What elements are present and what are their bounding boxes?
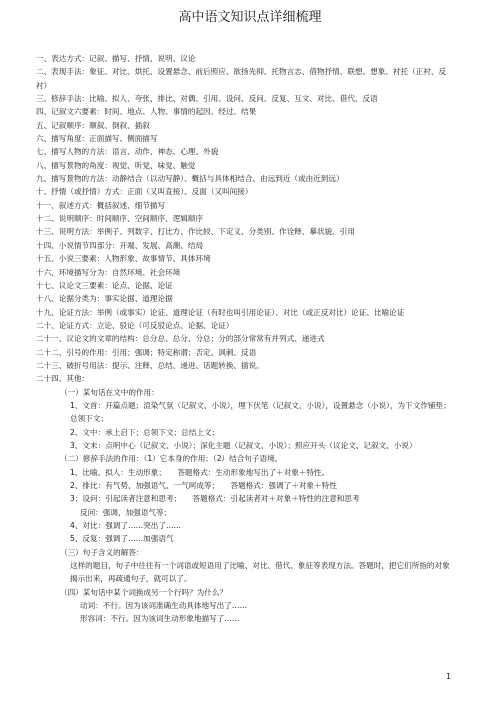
document-body (36, 52, 456, 626)
text-line: 十、抒情（或抒情）方式：正面（又叫直接）、反面（又叫间接） (36, 187, 253, 197)
text-line: 3、文末：点明中心（记叙文、小说）；深化主题（记叙文、小说）；照应开头（议论文、记叙文、小说） (70, 440, 417, 450)
text-line: 九、描写景物的方法：动静结合（以动写静）、概括与具体相结合、由远到近（或由近到远） (36, 174, 344, 184)
document-title: 高中语文知识点详细梳理 (178, 10, 322, 25)
text-line: 二十三、破折号用法：提示、注释、总结、递进、话题转换、插说。 (36, 360, 264, 370)
text-line: 四、记叙文六要素：时间、地点、人物、事情的起因、经过、结果 (36, 107, 257, 117)
text-line: 十四、小说情节四部分：开端、发展、高潮、结局 (36, 240, 204, 250)
text-line: 2、文中：承上启下；总领下文；总结上文； (70, 427, 220, 437)
text-line: 3；设问：引起读者注意和思考； 答题格式：引起读者对＋对象＋特性的注意和思考 (70, 494, 360, 504)
text-line: 十七、议论文三要素：论点、论据、论证 (36, 280, 173, 290)
text-line: 二十一、议论文的文章的结构：总分总、总分、分总；分的部分常常有并列式、递进式 (36, 334, 325, 344)
text-line: 八、描写景物的角度：视觉、听觉、味觉、触觉 (36, 160, 196, 170)
text-line: 反问：强调，加强语气等； (80, 507, 172, 517)
text-line: 1、文首：开篇点题；渲染气氛（记叙文、小说），埋下伏笔（记叙文、小说），设置悬念（小说），为下文作铺垫；总领下文； (70, 400, 451, 424)
text-line: 十一、叙述方式：概括叙述、细节描写 (36, 200, 166, 210)
subsection-heading: （一）某句话在文中的作用： (60, 387, 159, 397)
text-line: 二、表现手法：象征、对比、烘托、设置悬念、前后照应、欲扬先抑、托物言志、借物抒情、联想、想象、衬托（正衬、反衬） (36, 67, 447, 90)
text-line: 形容词：不行。因为该词生动形象地描写了…… (80, 614, 240, 624)
page-number: 1 (446, 672, 452, 681)
subsection-heading: （三）句子含义的解答： (60, 547, 144, 557)
text-line: 1、比喻、拟人：生动形象； 答题格式：生动形象地写出了＋对象＋特性。 (70, 467, 330, 477)
text-line: 十六、环境描写分为：自然环境、社会环境 (36, 267, 181, 277)
text-line: 5、反复：强调了……加强语气 (70, 534, 174, 544)
text-line: 十九、论证方法：举例（或事实）论证、道理论证（有时也叫引用论证）、对比（或正反对比）论证、比喻论证 (36, 307, 405, 317)
text-line: 十三、说明方法：举例子、列数字、打比方、作比较、下定义、分类别、作诠释、摹状貌、引用 (36, 227, 355, 237)
text-line: 2、排比：有气势、加强语气、一气呵成等； 答题格式：强调了＋对象＋特性 (70, 481, 337, 490)
text-line: 三、修辞手法：比喻、拟人、夸张、排比、对偶、引用、设问、反问、反复、互文、对比、借代、反语 (36, 94, 378, 104)
subsection-heading: （四）某句话中某个词换成另一个行吗？为什么？ (60, 587, 228, 597)
text-line: 六、描写角度：正面描写、侧面描写 (36, 134, 158, 144)
text-line: 七、描写人物的方法：语言、动作、神态、心理、外貌 (36, 147, 219, 157)
text-line: 二十二、引号的作用：引用；强调；特定称谓；否定、讽刺、反语 (36, 347, 257, 357)
text-line: 十五、小说三要素：人物形象、故事情节、具体环境 (36, 254, 211, 264)
text-line: 这样的题目，句子中往往有一个词语或短语用了比喻、对比、借代、象征等表现方法。答题时，把它们所指的对象揭示出来，再疏通句子，就可以了。 (70, 561, 450, 584)
text-line: 一、表达方式：记叙、描写、抒情、说明、议论 (36, 54, 196, 63)
text-line: 二十四、其他： (36, 374, 90, 384)
text-line: 二十、论证方式：立论、驳论（可反驳论点、论据、论证） (36, 320, 234, 330)
text-line: 动词：不行。因为该词准确生动具体地写出了…… (80, 601, 248, 611)
text-line: 十八、论据分类为：事实论据、道理论据 (36, 294, 173, 304)
subsection-heading: （二）修辞手法的作用：（1）它本身的作用；（2）结合句子语境。 (60, 454, 283, 464)
text-line: 十二、说明顺序：时间顺序、空间顺序、逻辑顺序 (36, 214, 204, 224)
text-line: 4、对比：强调了……突出了…… (70, 521, 182, 531)
text-line: 五、记叙顺序：顺叙、倒叙、插叙 (36, 120, 150, 130)
